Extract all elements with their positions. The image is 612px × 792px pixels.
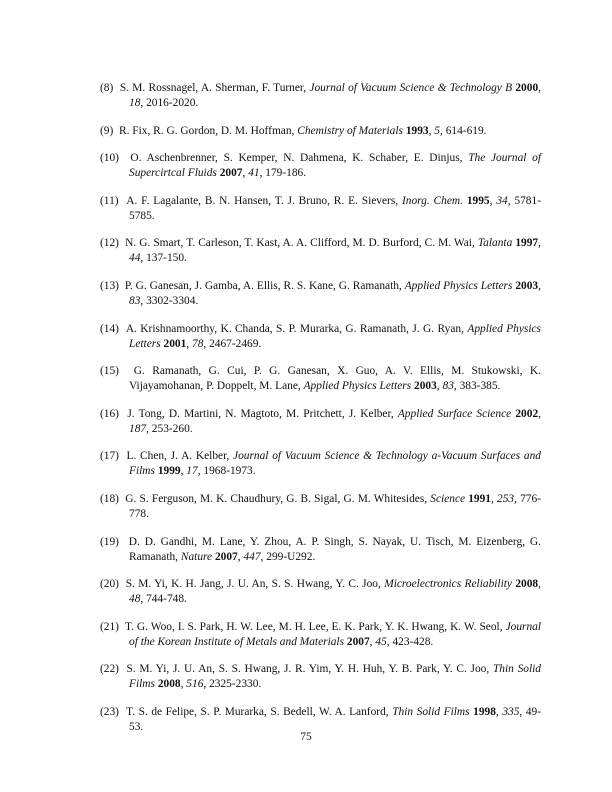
reference-journal: Chemistry of Materials [297,124,403,137]
reference-year: 2002 [515,407,539,420]
reference-journal: Inorg. Chem. [401,194,463,207]
reference-journal: Science [430,492,466,505]
reference-journal: Journal of Vacuum Science & Technology a-Vacuum Surfaces and Films [129,450,541,478]
reference-volume: 187 [129,422,147,435]
reference-item: (11) A. F. Lagalante, B. N. Hansen, T. J. Bruno, R. E. Sievers, Inorg. Chem. 1995, 34, 5781-5785. [100,194,541,222]
reference-item: (14) A. Krishnamoorthy, K. Chanda, S. P. Murarka, G. Ramanath, J. G. Ryan, Applied Physics Letters 2001, 78, 2467-2469. [100,322,541,350]
reference-year: 2007 [219,167,243,180]
reference-authors: L. Chen, J. A. Kelber, [126,450,230,463]
reference-pages: 1968-1973. [203,465,256,478]
reference-item: (16) J. Tong, D. Martini, N. Magtoto, M. Pritchett, J. Kelber, Applied Surface Science 2002, 187, 253-260. [100,407,541,435]
reference-journal: Thin Solid Films [392,705,470,718]
reference-journal: Applied Surface Science [397,407,512,420]
reference-volume: 41 [248,167,260,180]
reference-year: 1995 [466,194,490,207]
reference-item: (18) G. S. Ferguson, M. K. Chaudhury, G. B. Sigal, G. M. Whitesides, Science 1991, 253, 776-778. [100,492,541,520]
reference-journal: Thin Solid Films [129,663,541,691]
reference-pages: 2325-2330. [209,678,262,691]
reference-number: (16) [100,407,119,420]
reference-volume: 83 [442,380,454,393]
reference-year: 2007 [346,635,370,648]
reference-journal: Microelectronics Reliability [384,578,512,591]
reference-volume: 516 [186,678,204,691]
reference-pages: 137-150. [146,252,187,265]
reference-year: 2001 [163,337,187,350]
reference-journal: Journal of Vacuum Science & Technology B [309,82,513,94]
reference-year: 1993 [405,124,429,137]
reference-authors: S. M. Rossnagel, A. Sherman, F. Turner, [119,82,307,94]
reference-number: (13) [100,279,119,292]
reference-volume: 44 [129,252,141,265]
reference-item: (13) P. G. Ganesan, J. Gamba, A. Ellis, R. S. Kane, G. Ramanath, Applied Physics Letters 2003, 83, 3302-3304. [100,279,541,307]
reference-journal: Nature [180,550,213,563]
reference-authors: T. S. de Felipe, S. P. Murarka, S. Bedell, W. A. Lanford, [126,705,389,718]
reference-volume: 83 [129,294,141,307]
reference-authors: S. M. Yi, K. H. Jang, J. U. An, S. S. Hwang, Y. C. Joo, [125,578,381,591]
reference-volume: 335 [502,705,520,718]
reference-pages: 179-186. [265,167,307,180]
reference-volume: 253 [497,492,515,505]
reference-journal: Applied Physics Letters [129,322,541,350]
reference-number: (14) [100,322,119,335]
reference-year: 1999 [157,465,181,478]
reference-list [100,81,541,748]
reference-volume: 5 [434,124,440,137]
reference-item: (19) D. D. Gandhi, M. Lane, Y. Zhou, A. P. Singh, S. Nayak, U. Tisch, M. Eizenberg, G. Ramanath, Nature 2007, 447, 299-U292. [100,535,541,563]
reference-year: 2008 [515,578,539,591]
reference-year: 2008 [157,678,181,691]
reference-number: (8) [100,82,114,94]
reference-pages: 423-428. [392,635,434,648]
reference-number: (21) [100,620,119,633]
reference-authors: A. Krishnamoorthy, K. Chanda, S. P. Murarka, G. Ramanath, J. G. Ryan, [125,322,464,335]
reference-journal: Journal of the Korean Institute of Metals and Materials [129,620,541,648]
reference-pages: 49-53. [129,705,541,733]
reference-pages: 614-619. [445,124,487,137]
reference-volume: 447 [243,550,261,563]
reference-item: (8) S. M. Rossnagel, A. Sherman, F. Turner, Journal of Vacuum Science & Technology B 2000, 18, 2016-2020. [100,82,541,109]
reference-number: (22) [100,663,119,676]
reference-item: (12) N. G. Smart, T. Carleson, T. Kast, A. A. Clifford, M. D. Burford, C. M. Wai, Talanta 1997, 44, 137-150. [100,237,541,265]
reference-item: (9) R. Fix, R. G. Gordon, D. M. Hoffman, Chemistry of Materials 1993, 5, 614-619. [100,124,487,137]
reference-pages: 5781-5785. [129,194,541,222]
reference-authors: A. F. Lagalante, B. N. Hansen, T. J. Bruno, R. E. Sievers, [126,194,399,207]
reference-journal: Applied Physics Letters [303,380,412,393]
reference-volume: 48 [129,593,141,606]
reference-authors: J. Tong, D. Martini, N. Magtoto, M. Pritchett, J. Kelber, [127,407,394,420]
reference-year: 1998 [473,705,496,718]
reference-number: (9) [100,124,114,137]
reference-number: (10) [100,152,119,165]
reference-number: (18) [100,492,119,505]
reference-number: (11) [100,194,119,207]
reference-authors: D. D. Gandhi, M. Lane, Y. Zhou, A. P. Singh, S. Nayak, U. Tisch, M. Eizenberg, G. Ramanath, [128,535,541,563]
reference-pages: 776-778. [129,492,541,520]
reference-number: (15) [100,365,119,378]
reference-volume: 78 [192,337,204,350]
reference-journal: The Journal of Supercirtcal Fluids [129,152,541,180]
reference-number: (19) [100,535,119,548]
reference-item: (20) S. M. Yi, K. H. Jang, J. U. An, S. S. Hwang, Y. C. Joo, Microelectronics Reliability 2008, 48, 744-748. [100,578,541,606]
reference-item: (23) T. S. de Felipe, S. P. Murarka, S. Bedell, W. A. Lanford, Thin Solid Films 1998, 335, 49-53. [100,705,541,733]
reference-pages: 2016-2020. [146,97,199,109]
reference-authors: T. G. Woo, I. S. Park, H. W. Lee, M. H. Lee, E. K. Park, Y. K. Hwang, K. W. Seol, [124,620,503,633]
reference-authors: P. G. Ganesan, J. Gamba, A. Ellis, R. S. Kane, G. Ramanath, [124,279,402,292]
reference-item: (22) S. M. Yi, J. U. An, S. S. Hwang, J. R. Yim, Y. H. Huh, Y. B. Park, Y. C. Joo, Thin Solid Films 2008, 516, 2325-2330. [100,663,541,691]
reference-authors: R. Fix, R. G. Gordon, D. M. Hoffman, [119,124,295,137]
reference-authors: O. Aschenbrenner, S. Kemper, N. Dahmena, K. Schaber, E. Dinjus, [130,152,463,165]
reference-volume: 45 [375,635,387,648]
reference-item: (10) O. Aschenbrenner, S. Kemper, N. Dahmena, K. Schaber, E. Dinjus, The Journal of Supercirtcal Fluids 2007, 41, 179-186. [100,152,541,180]
reference-authors: S. M. Yi, J. U. An, S. S. Hwang, J. R. Yim, Y. H. Huh, Y. B. Park, Y. C. Joo, [126,663,490,676]
reference-volume: 18 [129,97,141,109]
reference-pages: 2467-2469. [209,337,262,350]
reference-number: (17) [100,450,119,463]
reference-pages: 383-385. [459,380,501,393]
reference-volume: 17 [186,465,198,478]
reference-authors: G. S. Ferguson, M. K. Chaudhury, G. B. Sigal, G. M. Whitesides, [125,492,428,505]
reference-item: (21) T. G. Woo, I. S. Park, H. W. Lee, M. H. Lee, E. K. Park, Y. K. Hwang, K. W. Seol, Journal of the Korean Institute of Metals and Materials 2007, 45, 423-428. [100,620,541,648]
reference-pages: 3302-3304. [146,294,199,307]
reference-year: 1991 [468,492,491,505]
reference-year: 1997 [515,237,539,250]
reference-year: 2003 [414,380,437,393]
reference-number: (20) [100,578,119,591]
reference-year: 2003 [515,279,539,292]
reference-authors: N. G. Smart, T. Carleson, T. Kast, A. A. Clifford, M. D. Burford, C. M. Wai, [125,237,475,250]
reference-authors: G. Ramanath, G. Cui, P. G. Ganesan, X. Guo, A. V. Ellis, M. Stukowski, K. Vijayamohanan, P. Doppelt, M. Lane, [129,365,541,393]
reference-year: 2000 [515,82,539,94]
reference-item: (15) G. Ramanath, G. Cui, P. G. Ganesan, X. Guo, A. V. Ellis, M. Stukowski, K. Vijayamohanan, P. Doppelt, M. Lane, Applied Physics Letters 2003, 83, 383-385. [100,365,541,393]
reference-journal: Applied Physics Letters [404,279,513,292]
reference-volume: 34 [496,194,508,207]
reference-year: 2007 [214,550,238,563]
reference-pages: 253-260. [151,422,193,435]
reference-number: (23) [100,705,119,718]
reference-pages: 744-748. [146,593,187,606]
reference-journal: Talanta [477,237,513,250]
reference-number: (12) [100,237,119,250]
reference-item: (17) L. Chen, J. A. Kelber, Journal of Vacuum Science & Technology a-Vacuum Surfaces and Films 1999, 17, 1968-1973. [100,450,541,478]
page-number: 75 [300,731,312,743]
reference-pages: 299-U292. [266,550,316,563]
